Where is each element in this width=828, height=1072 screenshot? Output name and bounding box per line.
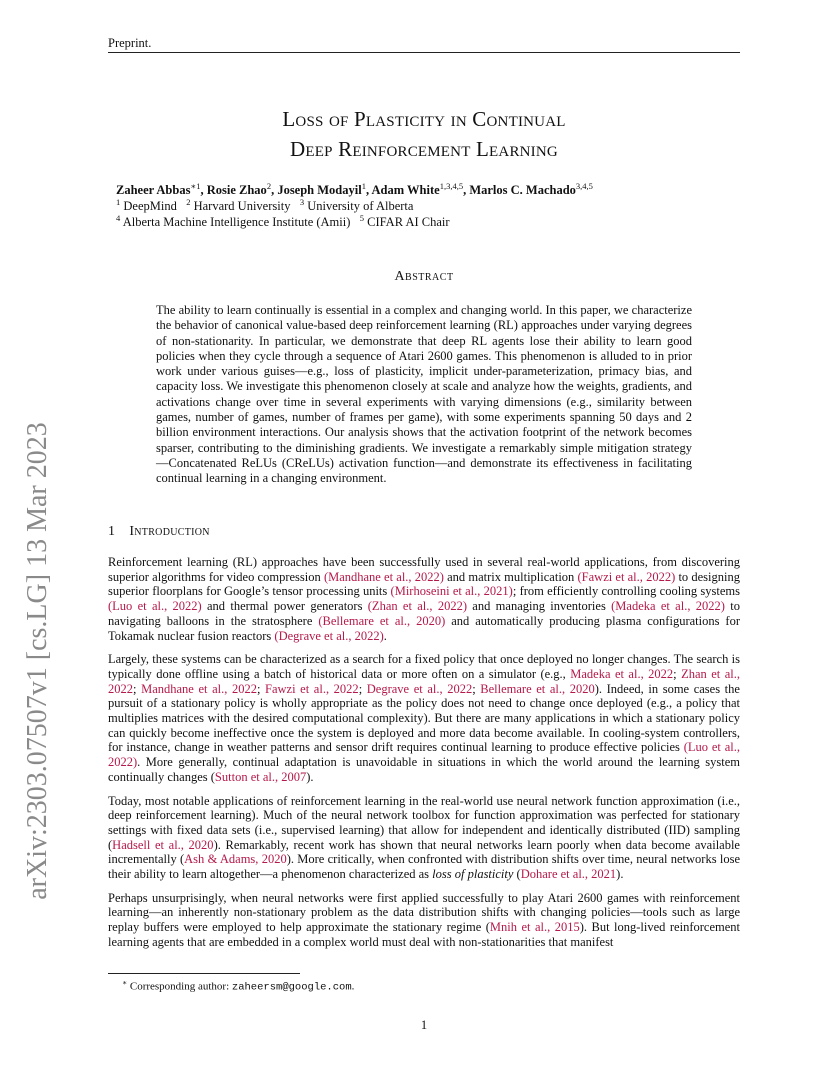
affil-mark: 2 bbox=[186, 196, 191, 207]
text: ; bbox=[472, 681, 481, 696]
affiliation: University of Alberta bbox=[307, 199, 414, 213]
text: . bbox=[351, 980, 355, 993]
author-affil-mark: ∗1 bbox=[190, 180, 201, 191]
text: and matrix multiplication bbox=[443, 569, 578, 584]
text: ; bbox=[673, 666, 682, 681]
title-line-2: Deep Reinforcement Learning bbox=[290, 137, 558, 161]
section-title: Introduction bbox=[129, 524, 210, 539]
text: ). More critically, when confronted with distribution shifts over time, neural networks lose their ability to learn altogether—a phenomenon characterized as bbox=[108, 852, 740, 882]
text: ; bbox=[358, 681, 367, 696]
abstract-heading: Abstract bbox=[394, 269, 454, 284]
text: ). bbox=[616, 867, 624, 882]
text: and managing inventories bbox=[467, 599, 612, 614]
affil-mark: 1 bbox=[116, 196, 121, 207]
text: Perhaps unsurprisingly, when neural networks were first applied successfully to play Atari 2600 games with reinforcement learning—an inherently non-stationary problem as the data distribution shifts with changing policies—tools such as large replay buffers were employed to help approximate the stationary regime ( bbox=[108, 890, 740, 935]
paragraph bbox=[108, 555, 740, 643]
body-text bbox=[108, 555, 740, 959]
affiliation: CIFAR AI Chair bbox=[367, 215, 450, 229]
text: Today, most notable applications of reinforcement learning in the real-world use neural network function approximation (i.e., deep reinforcement learning). Much of the neural network toolbox for function approximation was perfected for stationary settings with fixed data sets (i.e., supervised learning) that allow for independent and identically distributed (IID) sampling ( bbox=[108, 793, 740, 852]
affiliation: Harvard University bbox=[193, 199, 291, 213]
author-name: Adam White bbox=[371, 183, 440, 197]
footnote-rule bbox=[108, 973, 300, 974]
author-name: Joseph Modayil bbox=[277, 183, 362, 197]
footnote-label: Corresponding author: bbox=[129, 980, 232, 993]
text: to navigating balloons in the stratosphere bbox=[108, 599, 740, 628]
text: ; from efficiently controlling cooling systems bbox=[512, 584, 740, 599]
footnote bbox=[122, 978, 354, 994]
citation-link[interactable]: (Luo et al., 2022) bbox=[108, 740, 740, 770]
title-line-1: Loss of Plasticity in Continual bbox=[282, 107, 566, 131]
citation-link[interactable]: Fawzi et al., 2022 bbox=[265, 681, 359, 696]
affiliations-line-2 bbox=[116, 214, 736, 230]
citation-link[interactable]: (Fawzi et al., 2022) bbox=[577, 569, 676, 584]
page-number: 1 bbox=[420, 1018, 428, 1032]
citation-link[interactable]: Hadsell et al., 2020 bbox=[112, 837, 214, 852]
affil-mark: 4 bbox=[116, 212, 121, 223]
affil-mark: 3 bbox=[299, 196, 305, 207]
author-affil-mark: 3,4,5 bbox=[575, 180, 593, 191]
author-name: Zaheer Abbas bbox=[116, 183, 191, 197]
text: ). bbox=[306, 769, 314, 784]
running-head: Preprint. bbox=[108, 36, 152, 50]
citation-link[interactable]: Ash & Adams, 2020 bbox=[184, 852, 287, 867]
abstract-body: The ability to learn continually is essential in a complex and changing world. In this paper, we characterize the behavior of canonical value-based deep reinforcement learning (RL) approaches under varying degrees of non-stationarity. In particular, we demonstrate that deep RL agents lose their ability to learn good policies when they cycle through a sequence of Atari 2600 games. This phenomenon is alluded to in prior work under various guises—e.g., loss of plasticity, implicit under-parameterization, primacy bias, and capacity loss. We investigate this phenomenon closely at scale and analyze how the weights, gradients, and activations change over time in several experiments with varying dimensions (e.g., similarity between games, number of games, number of frames per game), with some experiments spanning 50 days and 2 billion environment interactions. Our analysis shows that the activation footprint of the network becomes sparser, contributing to the diminishing gradients. We investigate a remarkably simple mitigation strategy—Concatenated ReLUs (CReLUs) activation function—and demonstrate its effectiveness in facilitating continual learning in a changing environment. bbox=[156, 303, 692, 486]
text: ). Remarkably, recent work has shown that neural networks learn poorly when data become available incrementally ( bbox=[108, 837, 740, 867]
citation-link[interactable]: Madeka et al., 2022 bbox=[570, 666, 674, 681]
arxiv-side-stamp: arXiv:2303.07507v1 [cs.LG] 13 Mar 2023 bbox=[22, 422, 53, 900]
footnote-mark: ∗ bbox=[122, 978, 128, 987]
text: to designing superior floorplans for Google’s tensor processing units bbox=[108, 569, 740, 599]
text: . bbox=[383, 628, 387, 643]
paragraph bbox=[108, 891, 740, 950]
header-rule bbox=[108, 52, 740, 53]
citation-link[interactable]: (Luo et al., 2022) bbox=[108, 599, 202, 614]
text: ( bbox=[513, 867, 521, 882]
citation-link[interactable]: Dohare et al., 2021 bbox=[520, 867, 617, 882]
citation-link[interactable]: (Mirhoseini et al., 2021) bbox=[390, 584, 513, 599]
author-affil-mark: 1 bbox=[361, 180, 366, 191]
text: . More generally, continual adaptation is unavoidable in situations in which the world around the learning system continually changes ( bbox=[108, 755, 740, 784]
paper-title bbox=[108, 104, 740, 164]
author-list: Zaheer Abbas$^{∗1}$, Rosie Zhao$^2$, Joseph Modayil$^1$, Adam White$^{1,3,4,5}$, Marlos C. Machado$^{3,4,5}$ bbox=[116, 180, 593, 197]
emphasis: loss of plasticity bbox=[432, 867, 514, 882]
citation-link[interactable]: (Degrave et al., 2022) bbox=[274, 628, 384, 643]
affiliation: DeepMind bbox=[123, 199, 177, 213]
author-affil-mark: 2 bbox=[266, 180, 272, 191]
citation-link[interactable]: Mnih et al., 2015 bbox=[489, 920, 580, 935]
citation-link[interactable]: (Zhan et al., 2022) bbox=[367, 599, 467, 614]
affiliations-line-1 bbox=[116, 198, 736, 214]
text: ; bbox=[133, 681, 142, 696]
citation-link[interactable]: (Madeka et al., 2022) bbox=[611, 599, 725, 614]
citation-link[interactable]: Sutton et al., 2007 bbox=[214, 769, 307, 784]
text: and thermal power generators bbox=[201, 599, 368, 614]
text: Reinforcement learning (RL) approaches have been successfully used in several real-world applications, from discovering superior algorithms for video compression bbox=[108, 555, 740, 584]
paragraph bbox=[108, 794, 740, 882]
text: ; bbox=[256, 681, 266, 696]
text: ). Indeed, in some cases the pursuit of a stationary policy is wholly appropriate as the policy does not need to change once deployed (e.g., a policy that multiplies matrices with the desired computational complexity). But there are many applications in which a stationary policy can quickly become ineffective once the system is deployed and more data become available. In cooling-system controllers, for instance, change in weather patterns and sensor drift requires continual learning to produce effective policies bbox=[108, 681, 740, 755]
author-name: Rosie Zhao bbox=[206, 183, 267, 197]
affiliation: Alberta Machine Intelligence Institute (Amii) bbox=[122, 215, 351, 229]
paragraph bbox=[108, 652, 740, 784]
citation-link[interactable]: Zhan et al., 2022 bbox=[108, 666, 740, 696]
author-affil-mark: 1,3,4,5 bbox=[439, 180, 464, 191]
affil-mark: 5 bbox=[359, 212, 365, 223]
email-link[interactable]: zaheersm@google.com bbox=[231, 981, 352, 994]
text: ). But long-lived reinforcement learning agents that are embedded in a complex world must deal with non-stationarities that manifest bbox=[108, 920, 740, 949]
citation-link[interactable]: Degrave et al., 2022 bbox=[366, 681, 473, 696]
citation-link[interactable]: Bellemare et al., 2020 bbox=[480, 681, 595, 696]
citation-link[interactable]: (Mandhane et al., 2022) bbox=[323, 569, 444, 584]
text: Largely, these systems can be characterized as a search for a fixed policy that once deployed no longer changes. The search is typically done offline using a batch of historical data or more often on a simulator (e.g., bbox=[108, 652, 740, 681]
author-name: Marlos C. Machado bbox=[469, 183, 576, 197]
author-block bbox=[116, 182, 736, 230]
citation-link[interactable]: Mandhane et al., 2022 bbox=[141, 681, 257, 696]
section-heading bbox=[108, 524, 210, 540]
citation-link[interactable]: (Bellemare et al., 2020) bbox=[318, 613, 446, 628]
text: and automatically producing plasma configurations for Tokamak nuclear fusion reactors bbox=[108, 613, 741, 643]
section-number: 1 bbox=[108, 524, 116, 539]
